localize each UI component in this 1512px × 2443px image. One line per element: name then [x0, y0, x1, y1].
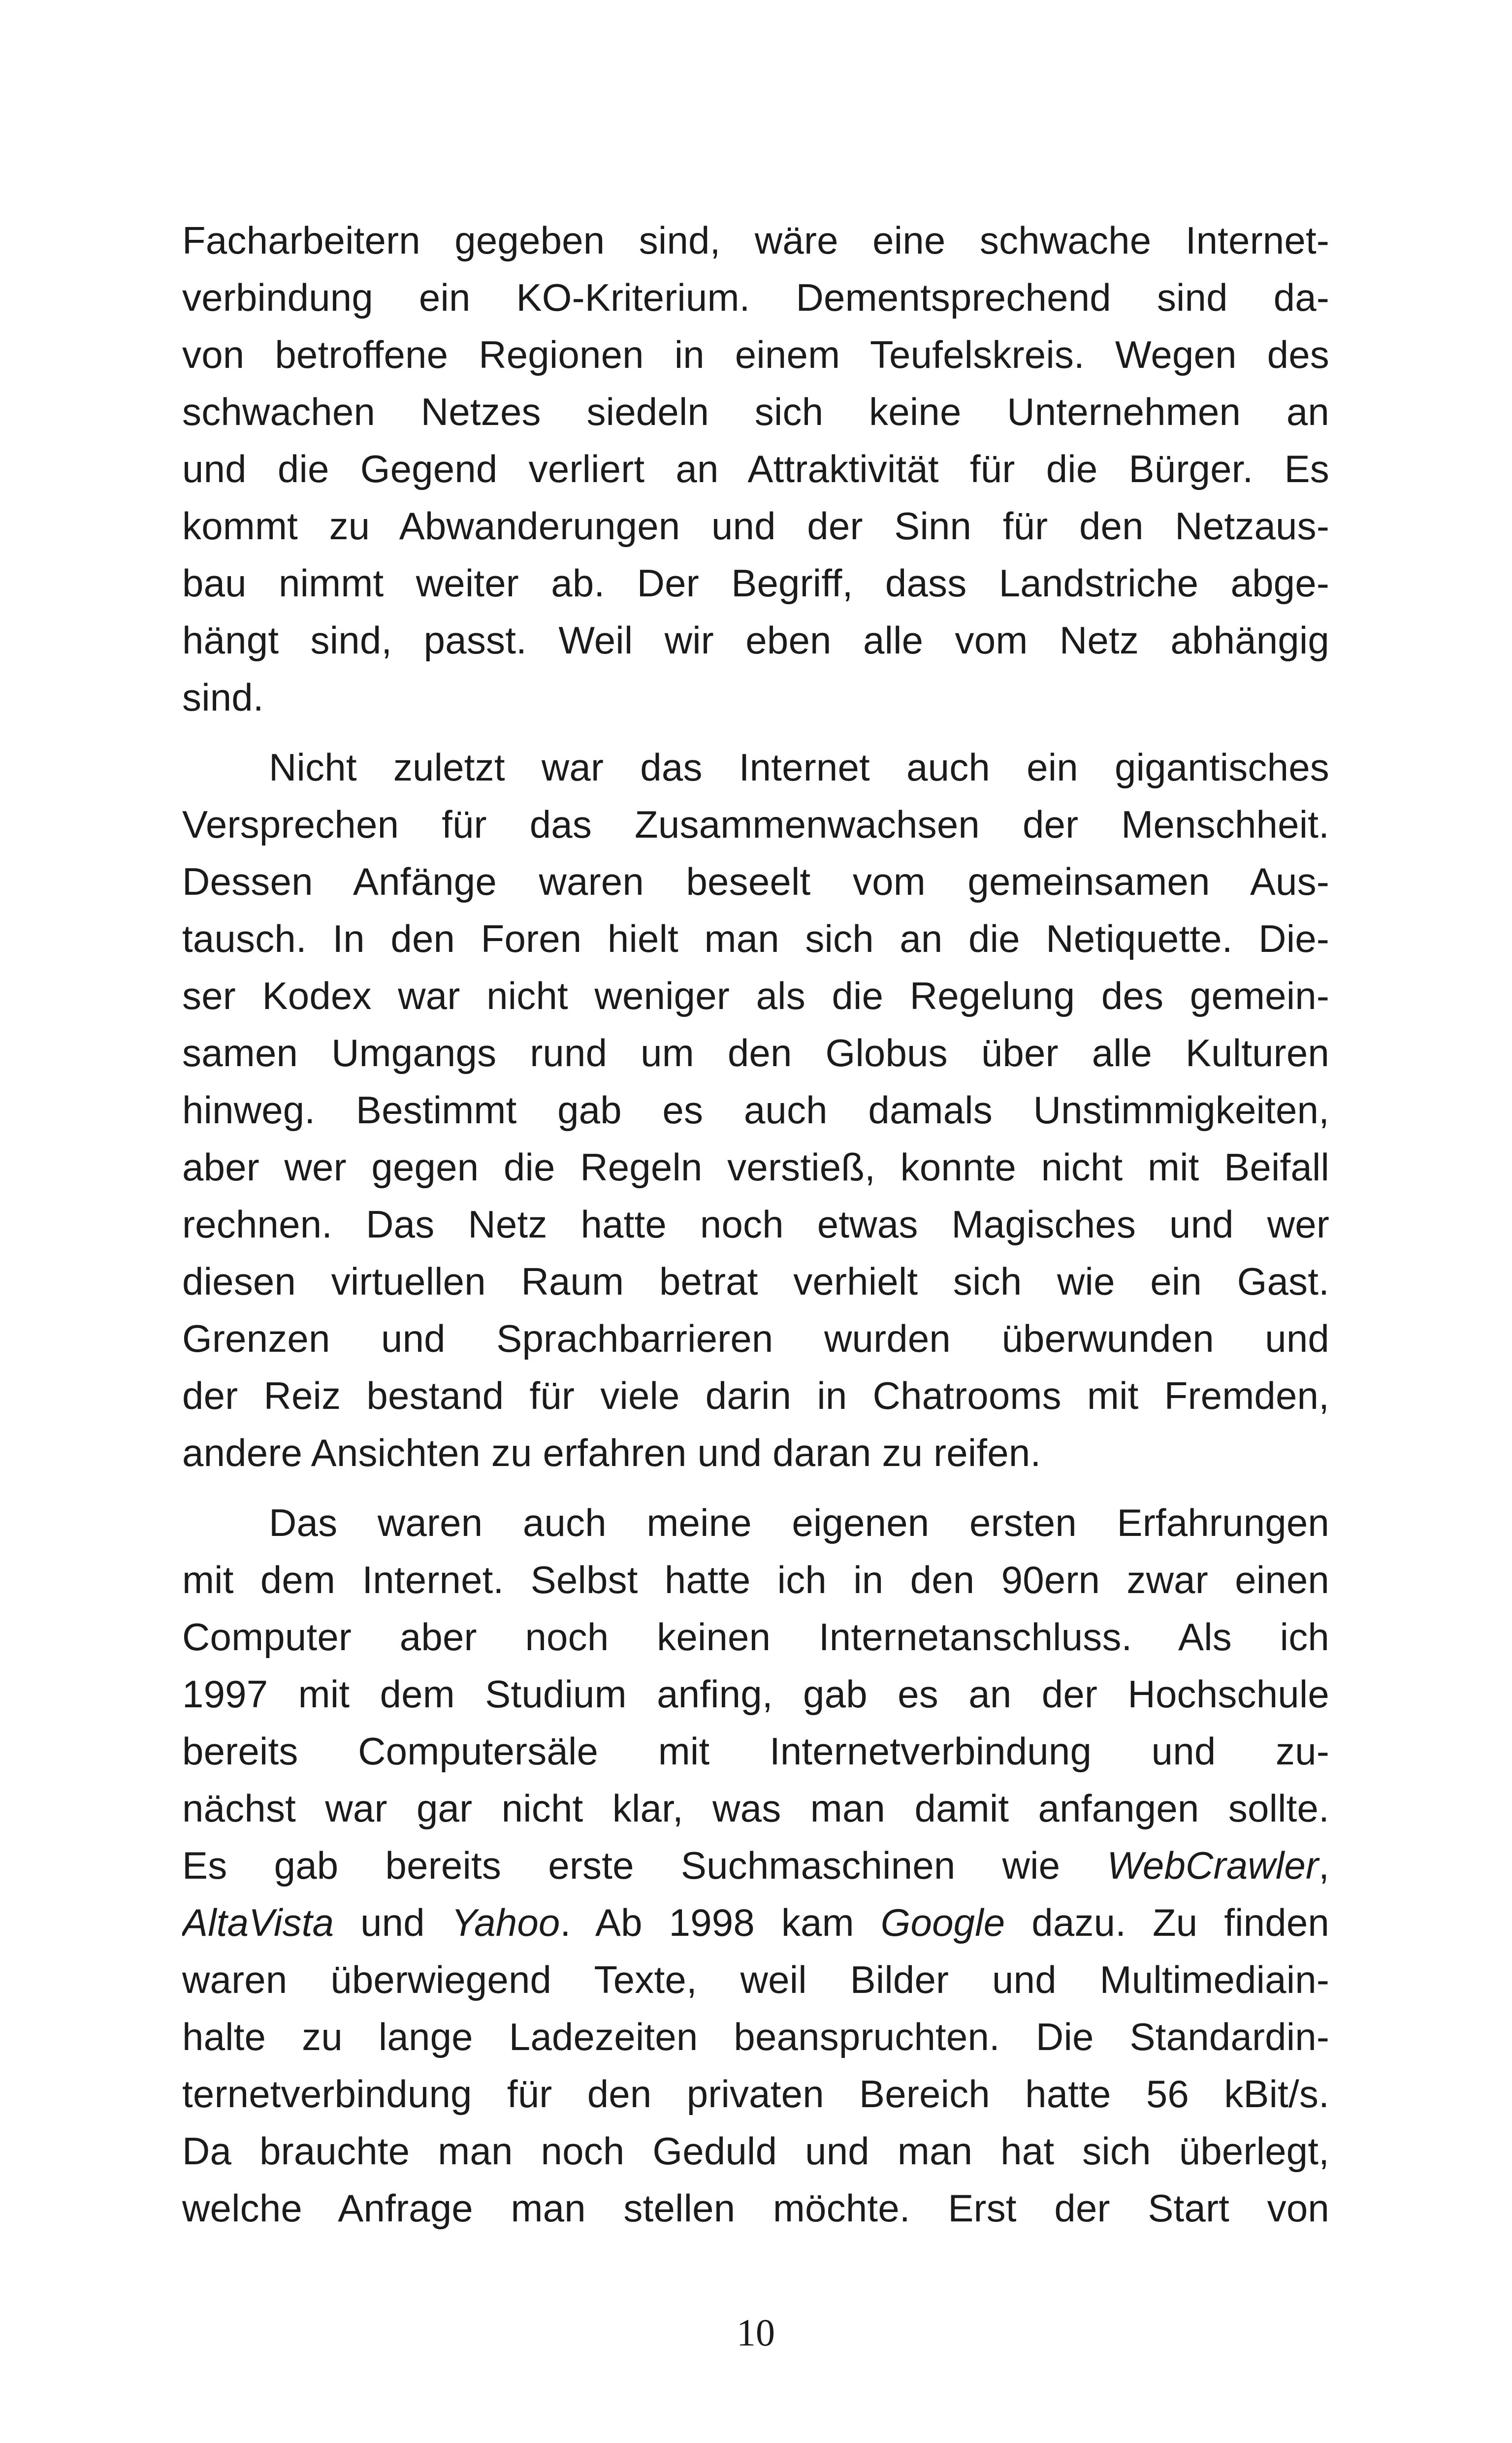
text-line: mit dem Internet. Selbst hatte ich in den 90ern zwar einen: [182, 1558, 1329, 1601]
paragraph: [182, 1494, 1329, 2237]
text-line: Da brauchte man noch Geduld und man hat sich überlegt,: [182, 2129, 1329, 2173]
text-line: ser Kodex war nicht weniger als die Regelung des gemein-: [182, 974, 1329, 1017]
text-line: Computer aber noch keinen Internetanschluss. Als ich: [182, 1615, 1329, 1659]
text-line: Grenzen und Sprachbarrieren wurden überwunden und: [182, 1317, 1329, 1360]
text-line: waren überwiegend Texte, weil Bilder und Multimediain-: [182, 1958, 1329, 2001]
page-number: 10: [737, 2311, 775, 2354]
text-line: halte zu lange Ladezeiten beanspruchten. Die Standardin-: [182, 2015, 1329, 2058]
text-line: diesen virtuellen Raum betrat verhielt sich wie ein Gast.: [182, 1260, 1329, 1303]
text-line: aber wer gegen die Regeln verstieß, konnte nicht mit Beifall: [182, 1145, 1329, 1189]
text-line: ternetverbindung für den privaten Bereich hatte 56 kBit/s.: [182, 2072, 1329, 2116]
text-line: Nicht zuletzt war das Internet auch ein gigantisches: [269, 746, 1329, 789]
text-line: welche Anfrage man stellen möchte. Erst der Start von: [182, 2186, 1329, 2230]
text-line: 1997 mit dem Studium anfing, gab es an der Hochschule: [182, 1672, 1329, 1716]
text-line: Facharbeitern gegeben sind, wäre eine schwache Internet-: [182, 219, 1329, 262]
text-line: der Reiz bestand für viele darin in Chatrooms mit Fremden,: [182, 1374, 1329, 1417]
text-line: und die Gegend verliert an Attraktivität für die Bürger. Es: [182, 447, 1329, 490]
text-line: bau nimmt weiter ab. Der Begriff, dass Landstriche abge-: [182, 561, 1329, 605]
text-block: [182, 212, 1329, 2237]
text-line: AltaVista und Yahoo. Ab 1998 kam Google dazu. Zu finden: [182, 1901, 1329, 1944]
text-line: hinweg. Bestimmt gab es auch damals Unstimmigkeiten,: [182, 1088, 1329, 1132]
text-line: Dessen Anfänge waren beseelt vom gemeinsamen Aus-: [182, 860, 1329, 903]
text-line: rechnen. Das Netz hatte noch etwas Magisches und wer: [182, 1203, 1329, 1246]
text-line: bereits Computersäle mit Internetverbindung und zu-: [182, 1729, 1329, 1773]
text-line: sind.: [182, 676, 264, 719]
paragraph: [182, 739, 1329, 1481]
text-line: hängt sind, passt. Weil wir eben alle vom Netz abhängig: [182, 619, 1329, 662]
text-line: verbindung ein KO-Kriterium. Dementsprechend sind da-: [182, 276, 1329, 319]
text-line: schwachen Netzes siedeln sich keine Unternehmen an: [182, 390, 1329, 433]
text-line: Es gab bereits erste Suchmaschinen wie WebCrawler,: [182, 1844, 1329, 1887]
text-line: Versprechen für das Zusammenwachsen der Menschheit.: [182, 803, 1329, 846]
text-line: Das waren auch meine eigenen ersten Erfahrungen: [269, 1501, 1329, 1544]
text-line: nächst war gar nicht klar, was man damit anfangen sollte.: [182, 1787, 1329, 1830]
paragraph: [182, 212, 1329, 726]
text-line: kommt zu Abwanderungen und der Sinn für den Netzaus-: [182, 504, 1329, 548]
text-line: von betroffene Regionen in einem Teufelskreis. Wegen des: [182, 333, 1329, 376]
text-line: andere Ansichten zu erfahren und daran zu reifen.: [182, 1431, 1041, 1474]
text-line: samen Umgangs rund um den Globus über alle Kulturen: [182, 1031, 1329, 1075]
text-line: tausch. In den Foren hielt man sich an die Netiquette. Die-: [182, 917, 1329, 960]
